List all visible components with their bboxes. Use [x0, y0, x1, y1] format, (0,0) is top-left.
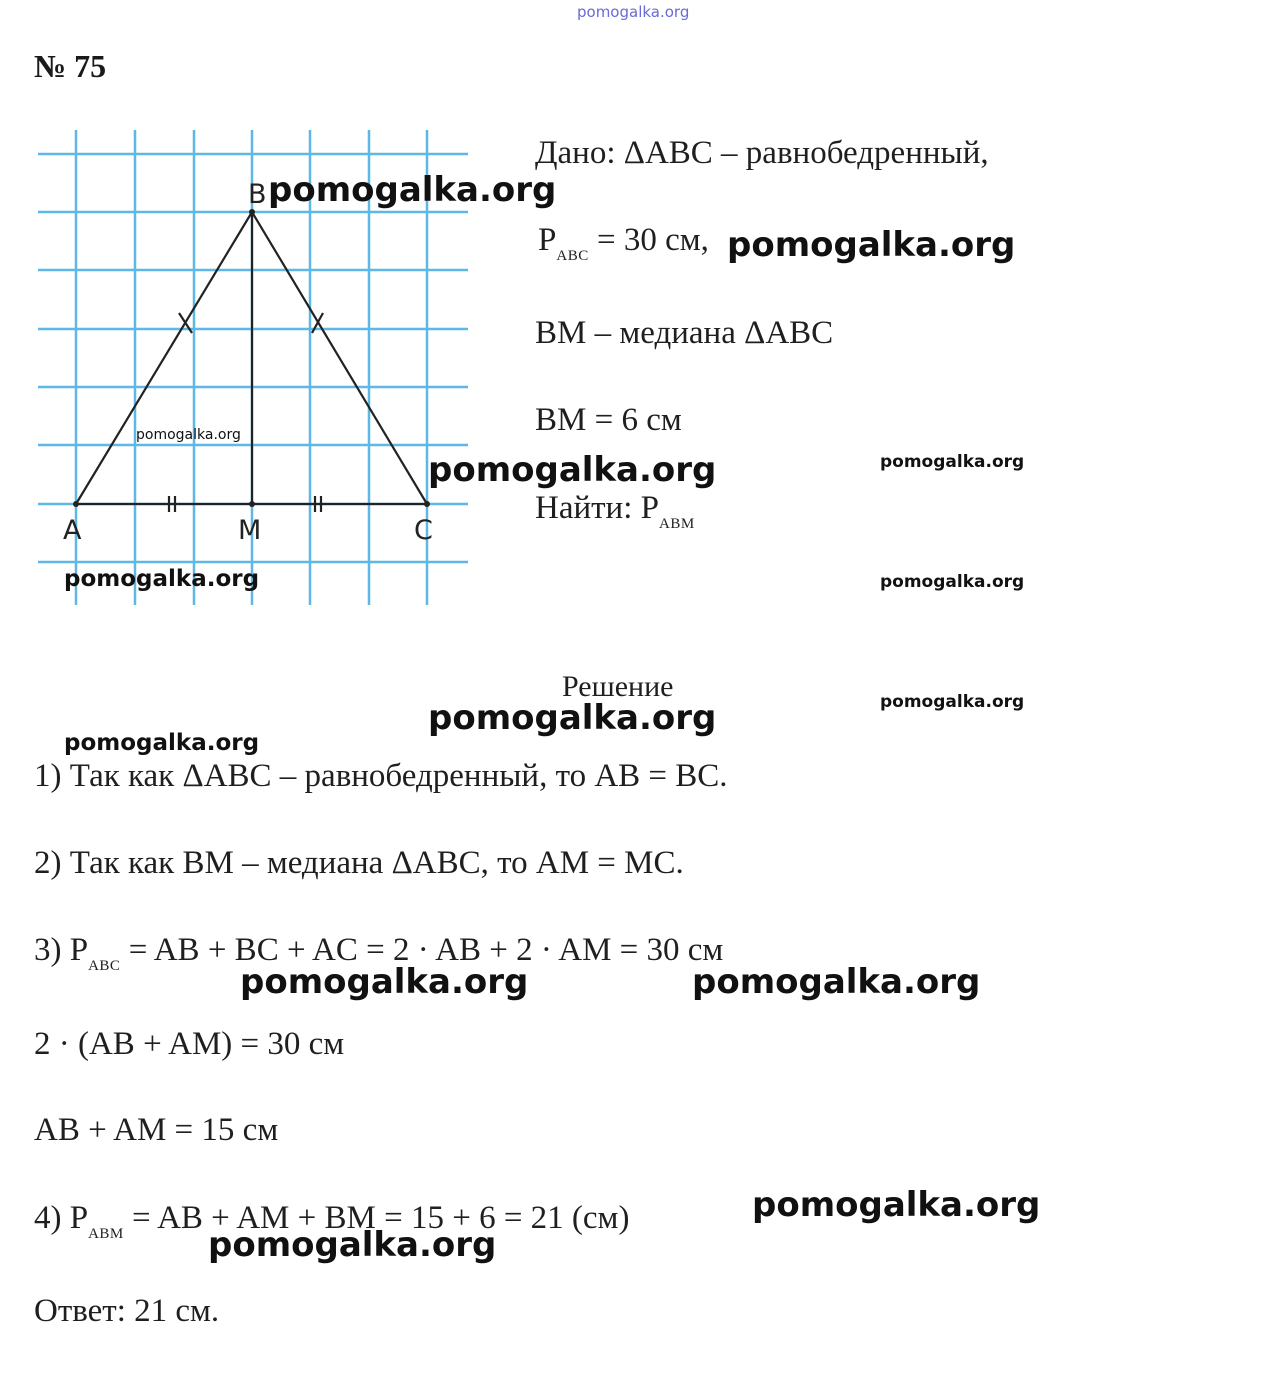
label-m: M	[238, 515, 262, 546]
side-bc	[252, 212, 427, 504]
point-a	[73, 501, 79, 507]
given-line-3: BM – медиана ΔABC	[535, 315, 834, 351]
step-3: 3) $P_{ABC}$ = AB + BC + AC = 2 · AB + 2 · AM = 30 см	[34, 932, 724, 974]
given-line-1: Дано: ΔABC – равнобедренный,	[535, 135, 989, 171]
given-line-4: BM = 6 см	[535, 402, 682, 438]
watermark: pomogalka.org	[880, 452, 1025, 472]
watermark: pomogalka.org	[880, 572, 1025, 592]
side-ab	[76, 212, 252, 504]
point-c	[424, 501, 430, 507]
watermark: pomogalka.org	[428, 450, 717, 490]
problem-number: № 75	[34, 48, 107, 84]
watermark: pomogalka.org	[727, 225, 1016, 265]
watermark: pomogalka.org	[428, 698, 717, 738]
label-b: B	[248, 179, 267, 210]
label-a: A	[63, 515, 82, 546]
step-3c: AB + AM = 15 см	[34, 1112, 279, 1148]
watermark: pomogalka.org	[880, 692, 1025, 712]
watermark: pomogalka.org	[64, 730, 260, 756]
figure-watermark: pomogalka.org	[136, 427, 241, 443]
figure-watermark-below: pomogalka.org	[64, 566, 260, 592]
step-3b: 2 · (AB + AM) = 30 см	[34, 1026, 345, 1062]
watermark: pomogalka.org	[208, 1225, 497, 1265]
triangle-lines	[76, 212, 427, 512]
solution-heading: Решение	[562, 670, 674, 703]
watermark: pomogalka.org	[692, 962, 981, 1002]
given-line-2: $P_{ABC} = 30$ см,	[538, 222, 709, 264]
label-c: C	[414, 515, 433, 546]
step-1: 1) Так как ΔABC – равнобедренный, то AB = BC.	[34, 758, 728, 794]
step-4: 4) $P_{ABM}$ = AB + AM + BM = 15 + 6 = 21 (см)	[34, 1200, 630, 1242]
watermark: pomogalka.org	[240, 962, 529, 1002]
step-2: 2) Так как BM – медиана ΔABC, то AM = MC.	[34, 845, 684, 881]
top-watermark: pomogalka.org	[577, 3, 690, 21]
point-m	[249, 501, 255, 507]
find-line: Найти: $P_{ABM}$	[535, 490, 695, 532]
answer: Ответ: 21 см.	[34, 1293, 220, 1329]
watermark: pomogalka.org	[752, 1185, 1041, 1225]
watermark: pomogalka.org	[268, 170, 557, 210]
